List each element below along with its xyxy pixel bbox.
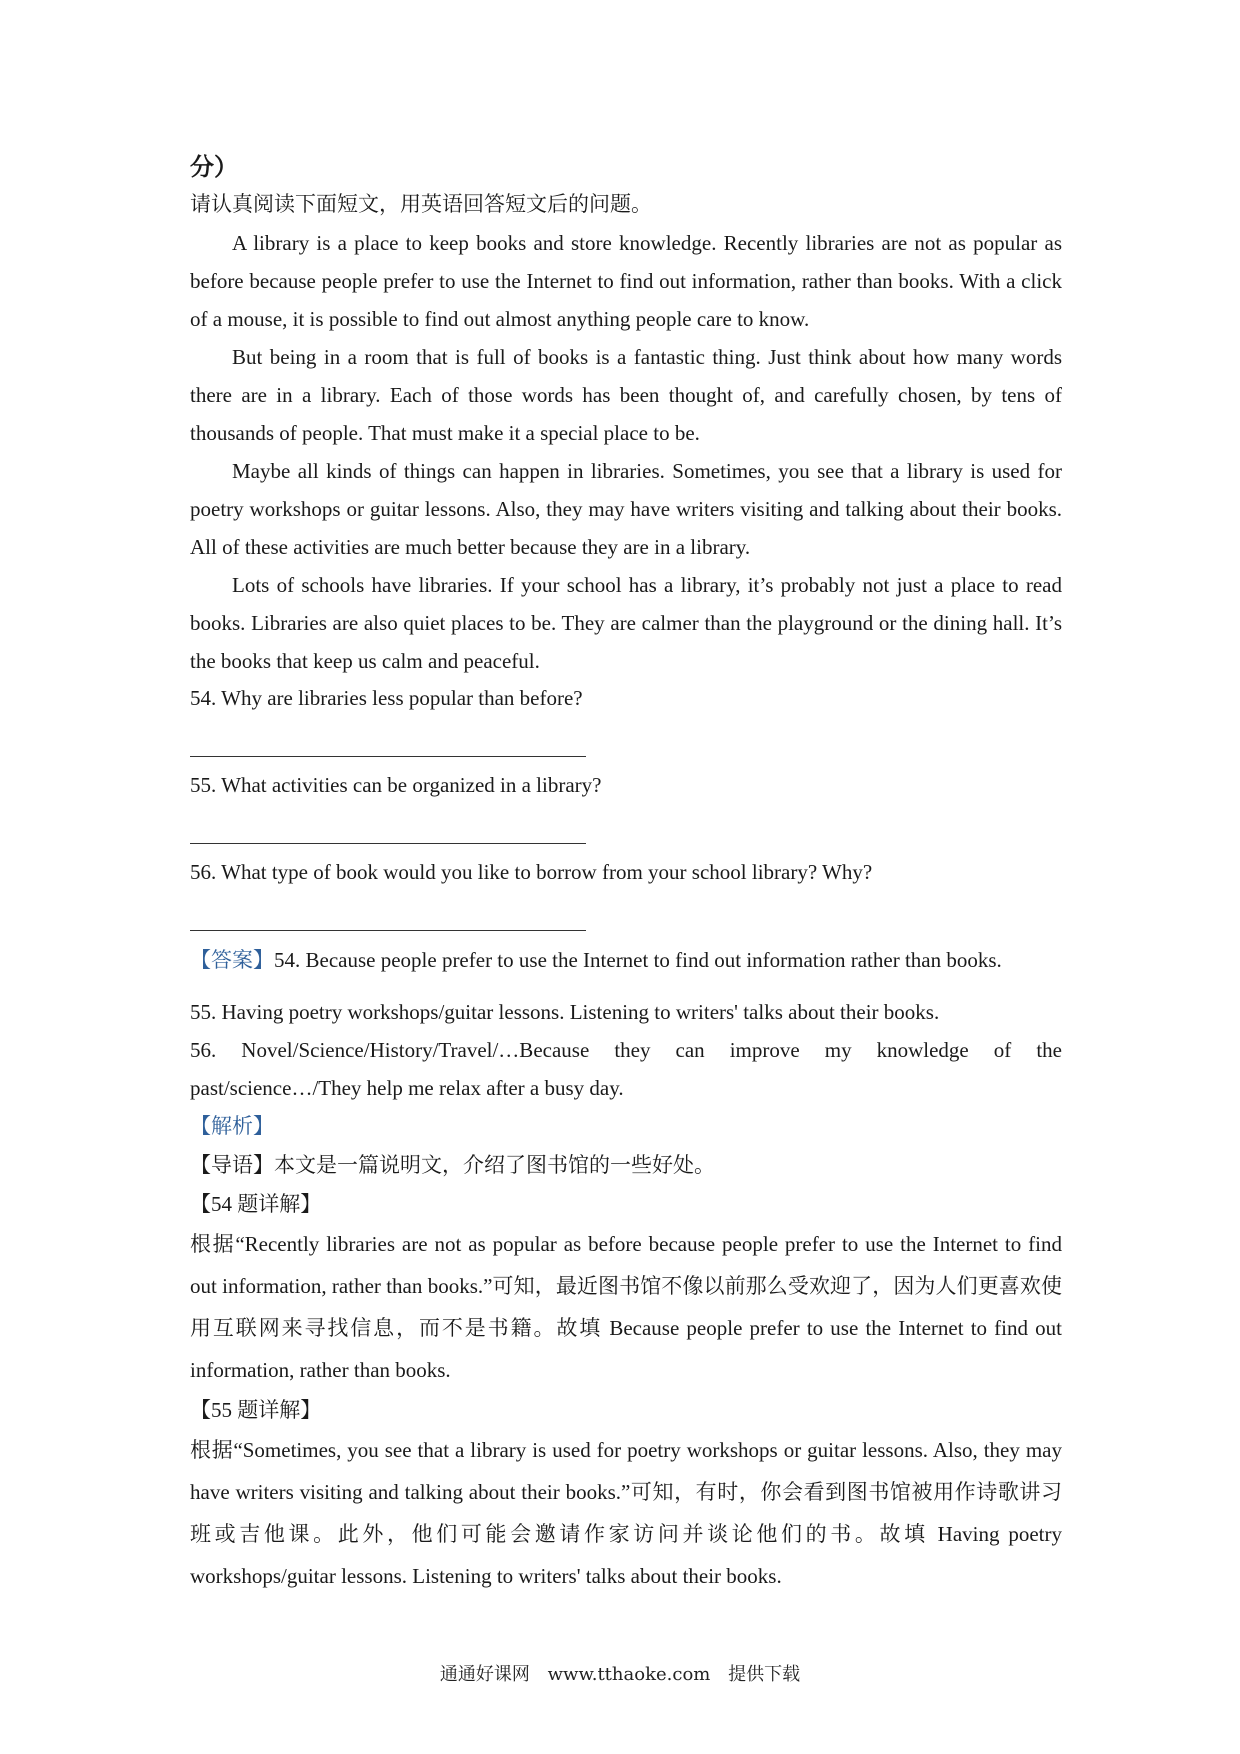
analysis-tag: 【解析】 [190, 1114, 274, 1138]
detail-54-heading: 【54 题详解】 [190, 1192, 322, 1216]
answer-blank-56[interactable] [190, 890, 586, 931]
question-54: 54. Why are libraries less popular than before? [190, 686, 583, 710]
page-footer [0, 1660, 1240, 1686]
analysis-guide: 【导语】本文是一篇说明文，介绍了图书馆的一些好处。 [190, 1153, 715, 1177]
passage-paragraph-2: But being in a room that is full of books is a fantastic thing. Just think about how many words there are in a library. Each of those words has been thought of, and carefully chosen, by tens of thousands of people. That must make it a special place to be. [190, 345, 1062, 445]
question-55: 55. What activities can be organized in a library? [190, 773, 602, 797]
passage-paragraph-4: Lots of schools have libraries. If your school has a library, it’s probably not just a place to read books. Libraries are also quiet places to be. They are calmer than the playground or the dining hall. It’s the books that keep us calm and peaceful. [190, 573, 1062, 673]
answer-55: 55. Having poetry workshops/guitar lessons. Listening to writers' talks about their books. [190, 1000, 940, 1024]
footer-url[interactable]: www.tthaoke.com [547, 1664, 711, 1685]
document-page [190, 150, 1062, 1597]
footer-site-name: 通通好课网 [439, 1664, 530, 1685]
detail-55: 根据“Sometimes, you see that a library is used for poetry workshops or guitar lessons. Also, they may have writers visiting and talking about their books.”可知，有时，你会看到图书馆被用作诗歌讲习班或吉他课。此外，他们可能会邀请作家访问并谈论他们的书。故填 Having poetry workshops/guitar lessons. Listening to writers' talks about their books. [190, 1438, 1062, 1588]
question-56: 56. What type of book would you like to borrow from your school library? Why? [190, 860, 873, 884]
answer-blank-55[interactable] [190, 803, 586, 844]
passage-paragraph-3: Maybe all kinds of things can happen in libraries. Sometimes, you see that a library is used for poetry workshops or guitar lessons. Also, they may have writers visiting and talking about their books. All of these activities are much better because they are in a library. [190, 459, 1062, 559]
detail-55-heading: 【55 题详解】 [190, 1398, 322, 1422]
instruction: 请认真阅读下面短文，用英语回答短文后的问题。 [190, 192, 652, 216]
passage-paragraph-1: A library is a place to keep books and store knowledge. Recently libraries are not as popular as before because people prefer to use the Internet to find out information, rather than books. With a click of a mouse, it is possible to find out almost anything people care to know. [190, 231, 1062, 331]
detail-54: 根据“Recently libraries are not as popular as before because people prefer to use the Internet to find out information, rather than books.”可知，最近图书馆不像以前那么受欢迎了，因为人们更喜欢使用互联网来寻找信息，而不是书籍。故填 Because people prefer to use the Internet to find out information, rather than books. [190, 1232, 1062, 1382]
footer-note: 提供下载 [728, 1664, 801, 1685]
answer-blank-54[interactable] [190, 716, 586, 757]
answer-54: 54. Because people prefer to use the Internet to find out information rather than books. [274, 948, 1002, 972]
section-mark: 分） [190, 155, 238, 181]
answer-54-line [190, 941, 1062, 979]
answer-tag: 【答案】 [190, 948, 274, 972]
answer-56: 56. Novel/Science/History/Travel/…Because they can improve my knowledge of the past/science…/They help me relax after a busy day. [190, 1038, 1062, 1100]
